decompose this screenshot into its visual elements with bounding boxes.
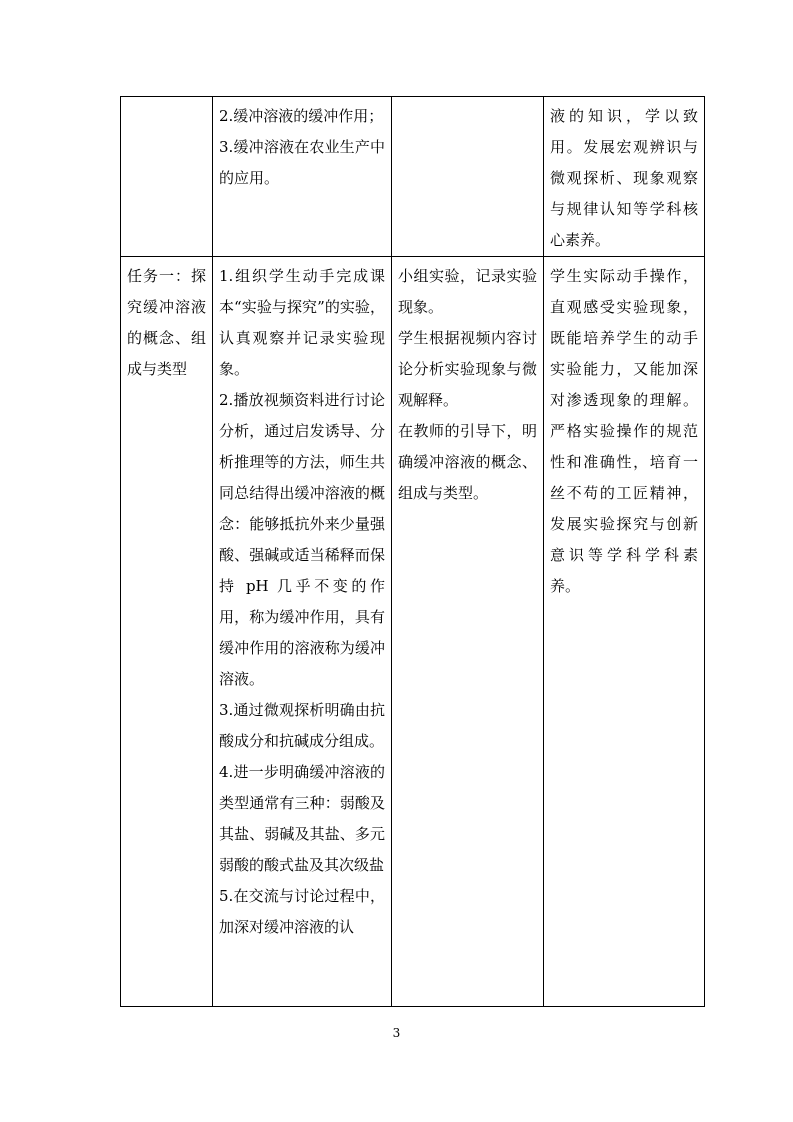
design-intent-text: 液的知识，学以致用。发展宏观辨识与微观探析、现象观察与规律认知等学科核心素养。 [550,107,698,249]
student-activity-item: 学生根据视频内容讨论分析实验现象与微观解释。 [398,329,537,409]
table-cell-design-intent [544,97,705,257]
table-cell-teacher-activity [213,97,392,257]
design-intent-text: 学生实际动手操作，直观感受实验现象，既能培养学生的动手实验能力，又能加深对渗透现象的理解。严格实验操作的规范性和准确性，培育一丝不苟的工匠精神，发展实验探究与创新意识等学科学科素养。 [550,267,698,595]
teacher-activity-item: 3.通过微观探析明确由抗酸成分和抗碱成分组成。 [219,701,385,750]
teacher-activity-item: 2.缓冲溶液的缓冲作用； [219,107,384,125]
teacher-activity-item: 1.组织学生动手完成课本“实验与探究”的实验，认真观察并记录实验现象。 [219,267,385,378]
teacher-activity-item: 4.进一步明确缓冲溶液的类型通常有三种：弱酸及其盐、弱碱及其盐、多元弱酸的酸式盐及其次级盐 [219,763,385,874]
table-cell-student-activity [392,97,544,257]
teacher-activity-item: 5.在交流与讨论过程中，加深对缓冲溶液的认 [219,887,385,936]
table-row [121,97,705,257]
lesson-plan-table [120,96,705,1007]
student-activity-item: 小组实验，记录实验现象。 [398,267,537,316]
table-cell-stage [121,97,213,257]
table-row [121,257,705,1007]
table-cell-student-activity [392,257,544,1007]
teacher-activity-item: 2.播放视频资料进行讨论分析，通过启发诱导、分析推理等的方法，师生共同总结得出缓冲溶液的概念：能够抵抗外来少量强酸、强碱或适当稀释而保持 pH 几乎不变的作用，称为缓冲作用，具有缓冲作用的溶液称为缓冲溶液。 [219,391,385,688]
table-cell-teacher-activity [213,257,392,1007]
task-title: 任务一：探究缓冲溶液的概念、组成与类型 [127,267,206,378]
teacher-activity-item: 3.缓冲溶液在农业生产中的应用。 [219,138,385,187]
page-number: 3 [392,1026,401,1040]
table-cell-design-intent [544,257,705,1007]
table-cell-stage [121,257,213,1007]
student-activity-item: 在教师的引导下，明确缓冲溶液的概念、组成与类型。 [398,422,537,502]
